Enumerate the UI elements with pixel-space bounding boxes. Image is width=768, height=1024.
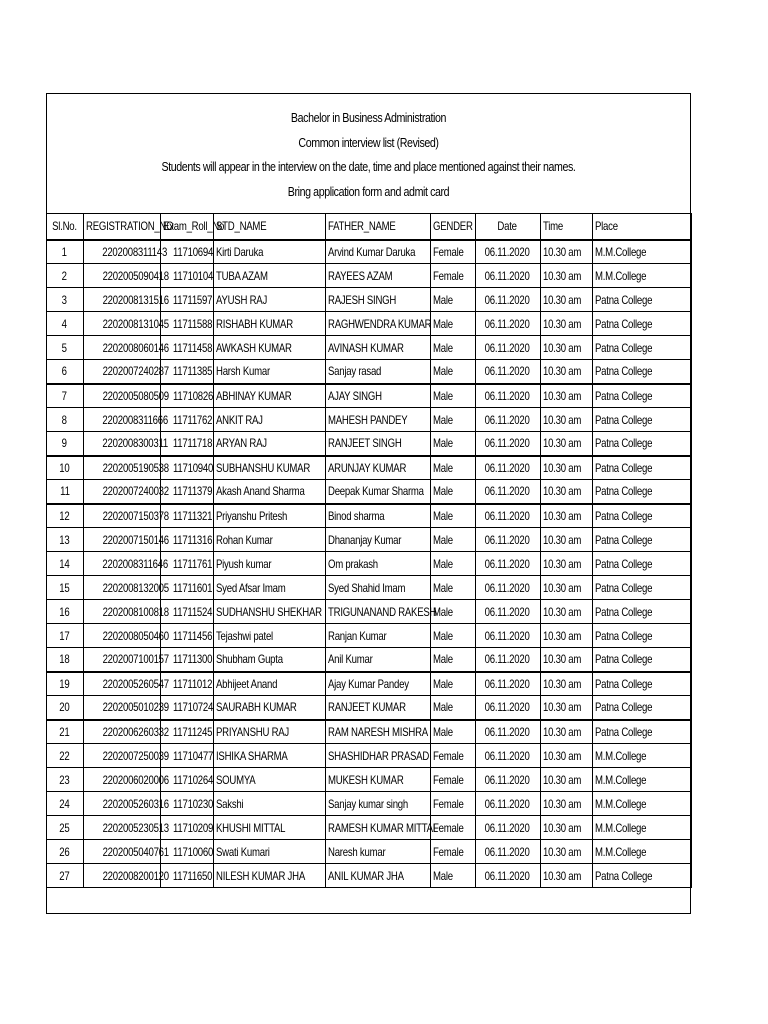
table-cell: 10.30 am (540, 336, 592, 360)
table-cell: 10.30 am (540, 528, 592, 552)
table-cell: Om prakash (325, 552, 430, 576)
table-cell: 11711762 (160, 408, 213, 432)
table-cell: 06.11.2020 (475, 528, 540, 552)
table-cell: 10.30 am (540, 480, 592, 504)
table-cell: Male (430, 600, 475, 624)
table-cell: Female (430, 816, 475, 840)
table-cell: Female (430, 240, 475, 264)
table-cell: 06.11.2020 (475, 312, 540, 336)
table-cell: 2202005090418 (83, 264, 160, 288)
table-cell: Male (430, 624, 475, 648)
table-cell: 7 (46, 384, 83, 408)
table-cell: 10.30 am (540, 648, 592, 672)
table-cell: 06.11.2020 (475, 672, 540, 696)
table-cell: 06.11.2020 (475, 288, 540, 312)
table-cell: Patna College (592, 288, 691, 312)
table-cell: Syed Shahid Imam (325, 576, 430, 600)
table-cell: 10.30 am (540, 576, 592, 600)
table-cell: 11711321 (160, 504, 213, 528)
table-cell: Patna College (592, 528, 691, 552)
table-cell: 2202006020006 (83, 768, 160, 792)
table-cell: Male (430, 336, 475, 360)
table-cell: 06.11.2020 (475, 264, 540, 288)
table-cell: 11711524 (160, 600, 213, 624)
table-cell: ANKIT RAJ (213, 408, 325, 432)
table-cell: SUBHANSHU KUMAR (213, 456, 325, 480)
table-cell: 11710724 (160, 696, 213, 720)
table-cell: M.M.College (592, 264, 691, 288)
table-cell: TRIGUNANAND RAKESH (325, 600, 430, 624)
table-cell: 10.30 am (540, 672, 592, 696)
table-cell: SAURABH KUMAR (213, 696, 325, 720)
table-cell: Patna College (592, 480, 691, 504)
table-cell: RAM NARESH MISHRA (325, 720, 430, 744)
table-row (46, 336, 691, 360)
table-cell: M.M.College (592, 240, 691, 264)
table-row (46, 696, 691, 720)
table-row (46, 840, 691, 864)
table-row (46, 552, 691, 576)
table-cell: Priyanshu Pritesh (213, 504, 325, 528)
table-cell: KHUSHI MITTAL (213, 816, 325, 840)
table-row (46, 480, 691, 504)
table-cell: 2202008050460 (83, 624, 160, 648)
table-cell: Patna College (592, 552, 691, 576)
table-cell: 10.30 am (540, 696, 592, 720)
table-cell: 06.11.2020 (475, 552, 540, 576)
column-header: GENDER (430, 214, 475, 240)
table-row (46, 264, 691, 288)
table-header-row (46, 214, 691, 240)
table-cell: Patna College (592, 864, 691, 888)
table-row (46, 456, 691, 480)
table-cell: RANJEET KUMAR (325, 696, 430, 720)
table-cell: Male (430, 648, 475, 672)
table-cell: 14 (46, 552, 83, 576)
table-cell: Male (430, 360, 475, 384)
table-cell: 10.30 am (540, 744, 592, 768)
table-cell: 2202005190538 (83, 456, 160, 480)
table-cell: Patna College (592, 696, 691, 720)
heading-program: Bachelor in Business Administration (290, 110, 447, 125)
table-cell: 2202008300311 (83, 432, 160, 456)
table-cell: 2202008131516 (83, 288, 160, 312)
table-cell: ANIL KUMAR JHA (325, 864, 430, 888)
table-cell: Male (430, 480, 475, 504)
table-cell: Rohan Kumar (213, 528, 325, 552)
table-cell: 06.11.2020 (475, 480, 540, 504)
table-cell: 11710694 (160, 240, 213, 264)
column-header: FATHER_NAME (325, 214, 430, 240)
table-cell: 5 (46, 336, 83, 360)
table-cell: Patna College (592, 432, 691, 456)
table-cell: Patna College (592, 336, 691, 360)
table-cell: 2202008100818 (83, 600, 160, 624)
table-cell: Akash Anand Sharma (213, 480, 325, 504)
table-row (46, 576, 691, 600)
table-cell: M.M.College (592, 816, 691, 840)
table-cell: 10.30 am (540, 456, 592, 480)
table-cell: 10.30 am (540, 504, 592, 528)
table-cell: 11711601 (160, 576, 213, 600)
heading-instructions: Students will appear in the interview on the date, time and place mentioned against their names. (161, 159, 576, 174)
table-cell: RAJESH SINGH (325, 288, 430, 312)
table-cell: 11711761 (160, 552, 213, 576)
table-cell: 06.11.2020 (475, 336, 540, 360)
table-cell: Male (430, 528, 475, 552)
interview-table (46, 213, 692, 888)
table-cell: AWKASH KUMAR (213, 336, 325, 360)
table-cell: M.M.College (592, 792, 691, 816)
table-cell: 2202008311646 (83, 552, 160, 576)
table-cell: 06.11.2020 (475, 240, 540, 264)
table-row (46, 816, 691, 840)
table-cell: Male (430, 720, 475, 744)
table-cell: 10.30 am (540, 288, 592, 312)
table-cell: 2202008200120 (83, 864, 160, 888)
table-cell: 2202006260332 (83, 720, 160, 744)
table-cell: 2202005080509 (83, 384, 160, 408)
table-cell: 06.11.2020 (475, 792, 540, 816)
table-cell: AVINASH KUMAR (325, 336, 430, 360)
table-cell: 10.30 am (540, 792, 592, 816)
table-cell: 10.30 am (540, 312, 592, 336)
table-cell: 10.30 am (540, 264, 592, 288)
table-cell: 06.11.2020 (475, 720, 540, 744)
table-row (46, 624, 691, 648)
table-cell: 2202007100157 (83, 648, 160, 672)
table-cell: Male (430, 312, 475, 336)
table-cell: 2202007240032 (83, 480, 160, 504)
table-cell: 16 (46, 600, 83, 624)
table-cell: Abhijeet Anand (213, 672, 325, 696)
table-cell: 11710230 (160, 792, 213, 816)
table-cell: 2202005260547 (83, 672, 160, 696)
table-cell: SOUMYA (213, 768, 325, 792)
table-cell: Sanjay kumar singh (325, 792, 430, 816)
table-cell: 11711245 (160, 720, 213, 744)
table-cell: Female (430, 768, 475, 792)
table-cell: 06.11.2020 (475, 624, 540, 648)
table-cell: AJAY SINGH (325, 384, 430, 408)
table-cell: Ajay Kumar Pandey (325, 672, 430, 696)
table-cell: 06.11.2020 (475, 384, 540, 408)
table-row (46, 768, 691, 792)
table-cell: Patna College (592, 600, 691, 624)
table-cell: 20 (46, 696, 83, 720)
table-cell: 2 (46, 264, 83, 288)
table-cell: 12 (46, 504, 83, 528)
table-cell: 11710209 (160, 816, 213, 840)
table-cell: Anil Kumar (325, 648, 430, 672)
table-cell: 06.11.2020 (475, 432, 540, 456)
table-row (46, 600, 691, 624)
table-cell: 06.11.2020 (475, 360, 540, 384)
table-cell: 2202005260316 (83, 792, 160, 816)
table-row (46, 744, 691, 768)
table-cell: 8 (46, 408, 83, 432)
table-cell: Male (430, 576, 475, 600)
table-cell: 06.11.2020 (475, 576, 540, 600)
table-cell: 10.30 am (540, 768, 592, 792)
table-cell: Patna College (592, 576, 691, 600)
table-cell: 10.30 am (540, 552, 592, 576)
table-row (46, 312, 691, 336)
table-cell: 10.30 am (540, 864, 592, 888)
table-cell: 10.30 am (540, 360, 592, 384)
table-cell: 10.30 am (540, 840, 592, 864)
table-cell: 11711300 (160, 648, 213, 672)
table-cell: 11711588 (160, 312, 213, 336)
table-cell: Male (430, 552, 475, 576)
table-cell: 06.11.2020 (475, 768, 540, 792)
table-cell: 11 (46, 480, 83, 504)
table-cell: 25 (46, 816, 83, 840)
table-cell: Male (430, 504, 475, 528)
table-cell: 06.11.2020 (475, 864, 540, 888)
table-cell: 10.30 am (540, 624, 592, 648)
table-cell: Binod sharma (325, 504, 430, 528)
table-cell: 4 (46, 312, 83, 336)
table-cell: Deepak Kumar Sharma (325, 480, 430, 504)
table-cell: Dhananjay Kumar (325, 528, 430, 552)
column-header: Exam_Roll_No (160, 214, 213, 240)
table-cell: RISHABH KUMAR (213, 312, 325, 336)
table-row (46, 288, 691, 312)
table-cell: Male (430, 456, 475, 480)
table-cell: Patna College (592, 648, 691, 672)
table-cell: 11711650 (160, 864, 213, 888)
table-cell: 15 (46, 576, 83, 600)
table-cell: 11710826 (160, 384, 213, 408)
table-cell: ISHIKA SHARMA (213, 744, 325, 768)
interview-list-sheet (46, 93, 691, 914)
table-cell: AYUSH RAJ (213, 288, 325, 312)
table-cell: 06.11.2020 (475, 816, 540, 840)
table-row (46, 408, 691, 432)
table-cell: Male (430, 864, 475, 888)
table-cell: 2202005230513 (83, 816, 160, 840)
table-cell: 11710940 (160, 456, 213, 480)
table-cell: 2202008311143 (83, 240, 160, 264)
table-cell: 11711456 (160, 624, 213, 648)
table-row (46, 360, 691, 384)
table-cell: 26 (46, 840, 83, 864)
table-cell: Male (430, 408, 475, 432)
table-cell: 10.30 am (540, 384, 592, 408)
table-row (46, 432, 691, 456)
table-cell: Patna College (592, 720, 691, 744)
table-cell: RAMESH KUMAR MITTAL (325, 816, 430, 840)
heading-bring-documents: Bring application form and admit card (287, 183, 450, 199)
table-cell: Patna College (592, 312, 691, 336)
table-cell: 06.11.2020 (475, 504, 540, 528)
table-cell: Male (430, 384, 475, 408)
table-cell: Male (430, 672, 475, 696)
table-cell: 2202007150146 (83, 528, 160, 552)
table-cell: 24 (46, 792, 83, 816)
table-cell: 10.30 am (540, 432, 592, 456)
table-cell: ARYAN RAJ (213, 432, 325, 456)
table-cell: Tejashwi patel (213, 624, 325, 648)
table-cell: Patna College (592, 504, 691, 528)
table-row (46, 240, 691, 264)
table-row (46, 720, 691, 744)
table-cell: Arvind Kumar Daruka (325, 240, 430, 264)
table-cell: SHASHIDHAR PRASAD (325, 744, 430, 768)
table-cell: Female (430, 744, 475, 768)
table-cell: 2202008060146 (83, 336, 160, 360)
table-cell: 2202007150378 (83, 504, 160, 528)
table-cell: 10.30 am (540, 816, 592, 840)
table-cell: 2202007240287 (83, 360, 160, 384)
table-cell: Male (430, 696, 475, 720)
table-cell: 06.11.2020 (475, 696, 540, 720)
column-header: REGISTRATION_NO (83, 214, 160, 240)
table-row (46, 864, 691, 888)
table-cell: 2202007250039 (83, 744, 160, 768)
table-cell: Patna College (592, 360, 691, 384)
table-cell: Male (430, 288, 475, 312)
table-cell: Kirti Daruka (213, 240, 325, 264)
table-row (46, 648, 691, 672)
table-cell: 11711718 (160, 432, 213, 456)
table-cell: 06.11.2020 (475, 744, 540, 768)
table-cell: 11711458 (160, 336, 213, 360)
table-cell: 11711385 (160, 360, 213, 384)
table-cell: 2202005010239 (83, 696, 160, 720)
table-cell: RANJEET SINGH (325, 432, 430, 456)
table-cell: Patna College (592, 672, 691, 696)
table-cell: M.M.College (592, 768, 691, 792)
table-cell: Naresh kumar (325, 840, 430, 864)
table-cell: 17 (46, 624, 83, 648)
table-cell: Patna College (592, 624, 691, 648)
column-header: Time (540, 214, 592, 240)
column-header: Place (592, 214, 691, 240)
table-cell: Harsh Kumar (213, 360, 325, 384)
table-row (46, 672, 691, 696)
table-row (46, 792, 691, 816)
table-cell: 2202008131045 (83, 312, 160, 336)
table-cell: 11711012 (160, 672, 213, 696)
table-cell: 06.11.2020 (475, 408, 540, 432)
table-cell: 10.30 am (540, 408, 592, 432)
table-cell: 18 (46, 648, 83, 672)
table-cell: 6 (46, 360, 83, 384)
table-cell: 2202008132005 (83, 576, 160, 600)
table-cell: RAYEES AZAM (325, 264, 430, 288)
table-cell: NILESH KUMAR JHA (213, 864, 325, 888)
table-cell: ABHINAY KUMAR (213, 384, 325, 408)
table-cell: 27 (46, 864, 83, 888)
table-cell: 9 (46, 432, 83, 456)
table-cell: 11710477 (160, 744, 213, 768)
table-cell: 23 (46, 768, 83, 792)
table-cell: Ranjan Kumar (325, 624, 430, 648)
table-cell: Female (430, 264, 475, 288)
column-header: Date (475, 214, 540, 240)
document-heading (47, 94, 690, 213)
table-cell: 10 (46, 456, 83, 480)
table-cell: Syed Afsar Imam (213, 576, 325, 600)
table-cell: MUKESH KUMAR (325, 768, 430, 792)
table-cell: Sakshi (213, 792, 325, 816)
table-cell: 06.11.2020 (475, 600, 540, 624)
table-cell: 21 (46, 720, 83, 744)
table-cell: 11710264 (160, 768, 213, 792)
table-cell: MAHESH PANDEY (325, 408, 430, 432)
column-header: STD_NAME (213, 214, 325, 240)
table-cell: M.M.College (592, 744, 691, 768)
table-cell: Patna College (592, 408, 691, 432)
table-cell: 11711316 (160, 528, 213, 552)
table-cell: M.M.College (592, 840, 691, 864)
table-cell: RAGHWENDRA KUMAR (325, 312, 430, 336)
heading-list-title: Common interview list (Revised) (298, 134, 439, 150)
table-cell: 06.11.2020 (475, 456, 540, 480)
table-cell: 2202008311666 (83, 408, 160, 432)
table-cell: 19 (46, 672, 83, 696)
table-cell: 13 (46, 528, 83, 552)
table-cell: 3 (46, 288, 83, 312)
column-header: Sl.No. (46, 214, 83, 240)
table-cell: PRIYANSHU RAJ (213, 720, 325, 744)
table-cell: 06.11.2020 (475, 840, 540, 864)
table-cell: 11711379 (160, 480, 213, 504)
table-cell: SUDHANSHU SHEKHAR (213, 600, 325, 624)
table-row (46, 504, 691, 528)
table-cell: Swati Kumari (213, 840, 325, 864)
table-cell: Piyush kumar (213, 552, 325, 576)
table-row (46, 384, 691, 408)
table-cell: Female (430, 792, 475, 816)
table-cell: 11711597 (160, 288, 213, 312)
table-cell: ARUNJAY KUMAR (325, 456, 430, 480)
table-cell: 22 (46, 744, 83, 768)
table-cell: 11710104 (160, 264, 213, 288)
table-cell: 11710060 (160, 840, 213, 864)
table-cell: Shubham Gupta (213, 648, 325, 672)
table-cell: 06.11.2020 (475, 648, 540, 672)
table-cell: Patna College (592, 456, 691, 480)
table-cell: Male (430, 432, 475, 456)
table-cell: TUBA AZAM (213, 264, 325, 288)
table-row (46, 528, 691, 552)
table-cell: 10.30 am (540, 600, 592, 624)
table-cell: Female (430, 840, 475, 864)
table-cell: Patna College (592, 384, 691, 408)
table-cell: 10.30 am (540, 240, 592, 264)
table-cell: 1 (46, 240, 83, 264)
table-cell: 2202005040761 (83, 840, 160, 864)
table-cell: Sanjay rasad (325, 360, 430, 384)
table-cell: 10.30 am (540, 720, 592, 744)
